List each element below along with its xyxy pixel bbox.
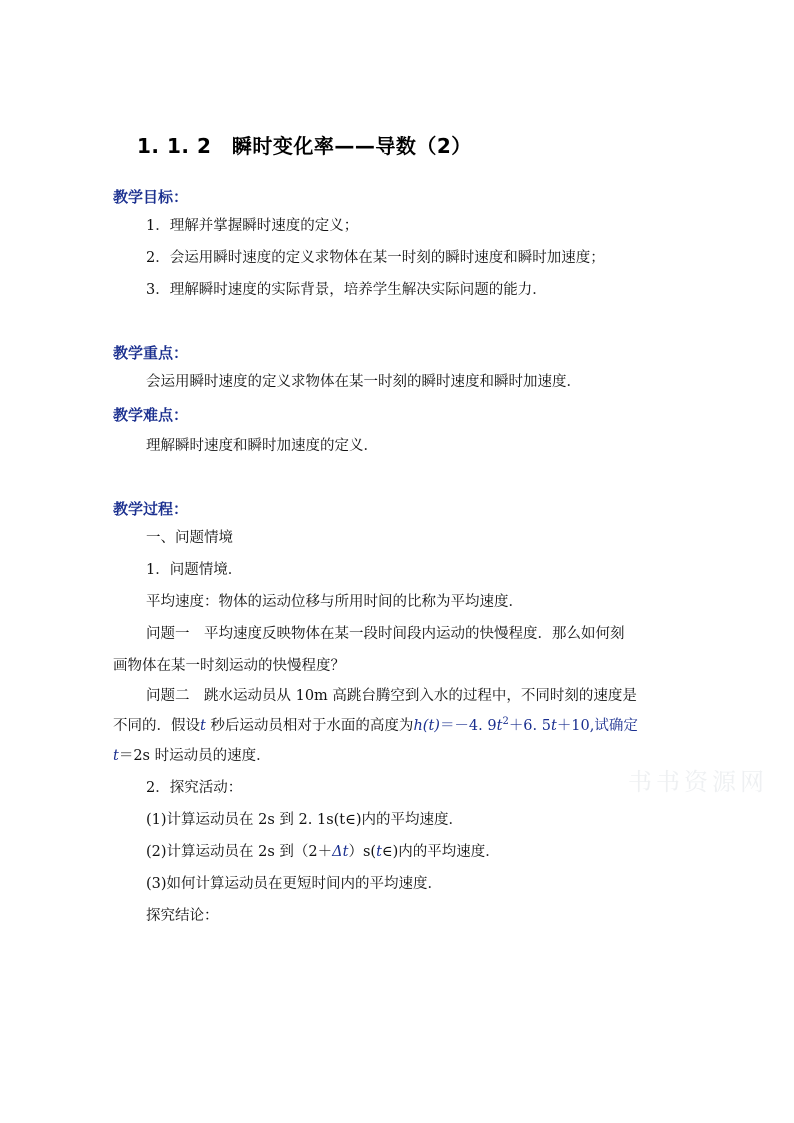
var-t2: t: [496, 718, 503, 734]
key-points-heading: 教学重点：: [113, 344, 189, 362]
goal-item-2: 2．会运用瞬时速度的定义求物体在某一时刻的瞬时速度和瞬时加速度；: [146, 250, 605, 266]
difficulties-text: 理解瞬时速度和瞬时加速度的定义．: [146, 438, 378, 454]
q2-line3-rest: ＝2s 时运动员的速度．: [118, 748, 271, 764]
q2-text-b: 秒后运动员相对于水面的高度为: [205, 718, 414, 734]
process-item-2: 2．探究活动：: [146, 780, 243, 796]
formula-part-d: ＋6. 5: [508, 718, 551, 734]
question-2-line-1: 问题二 跳水运动员从 10m 高跳台腾空到入水的过程中，不同时刻的速度是: [146, 688, 637, 704]
key-points-text: 会运用瞬时速度的定义求物体在某一时刻的瞬时速度和瞬时加速度．: [146, 374, 581, 390]
formula-part-e: ＋10,试确定: [556, 718, 638, 734]
act2-text-a: (2)计算运动员在 2s 到（2＋: [146, 844, 333, 860]
watermark: 书书资源网: [628, 768, 768, 796]
activity-3: (3)如何计算运动员在更短时间内的平均速度．: [146, 876, 443, 892]
goal-item-3: 3．理解瞬时速度的实际背景，培养学生解决实际问题的能力．: [146, 282, 547, 298]
q2-text-a: 不同的．假设: [113, 718, 200, 734]
activity-1: (1)计算运动员在 2s 到 2. 1s(t∈)内的平均速度．: [146, 812, 464, 828]
var-t: t: [200, 718, 206, 734]
process-heading: 教学过程：: [113, 500, 189, 518]
conclusion-label: 探究结论：: [146, 908, 219, 924]
act2-text-c: ∈)内的平均速度．: [381, 844, 500, 860]
var-t3: t: [550, 718, 557, 734]
page-title: 1. 1. 2 瞬时变化率——导数（2）: [137, 134, 472, 158]
process-section-1: 一、问题情境: [146, 530, 233, 546]
question-2-line-3: [113, 746, 271, 766]
difficulties-heading: 教学难点：: [113, 406, 189, 424]
var-t-act2: t: [376, 844, 382, 860]
goal-item-1: 1．理解并掌握瞬时速度的定义；: [146, 218, 359, 234]
var-ht: (t): [422, 718, 440, 734]
formula-part-c: ＝－4. 9: [439, 718, 497, 734]
exponent-2: 2: [502, 716, 509, 728]
process-item-1: 1．问题情境．: [146, 562, 243, 578]
var-h: h: [413, 718, 423, 734]
var-t-line3: t: [113, 748, 119, 764]
act2-text-b: ）s(: [348, 844, 377, 860]
var-delta-t: Δt: [332, 844, 349, 860]
activity-2: [146, 842, 500, 862]
question-2-line-2: [113, 716, 638, 736]
goals-heading: 教学目标：: [113, 188, 189, 206]
question-1-line-2: 画物体在某一时刻运动的快慢程度？: [113, 658, 345, 674]
question-1-line-1: 问题一 平均速度反映物体在某一段时间段内运动的快慢程度．那么如何刻: [146, 626, 625, 642]
avg-speed-definition: 平均速度：物体的运动位移与所用时间的比称为平均速度．: [146, 594, 523, 610]
